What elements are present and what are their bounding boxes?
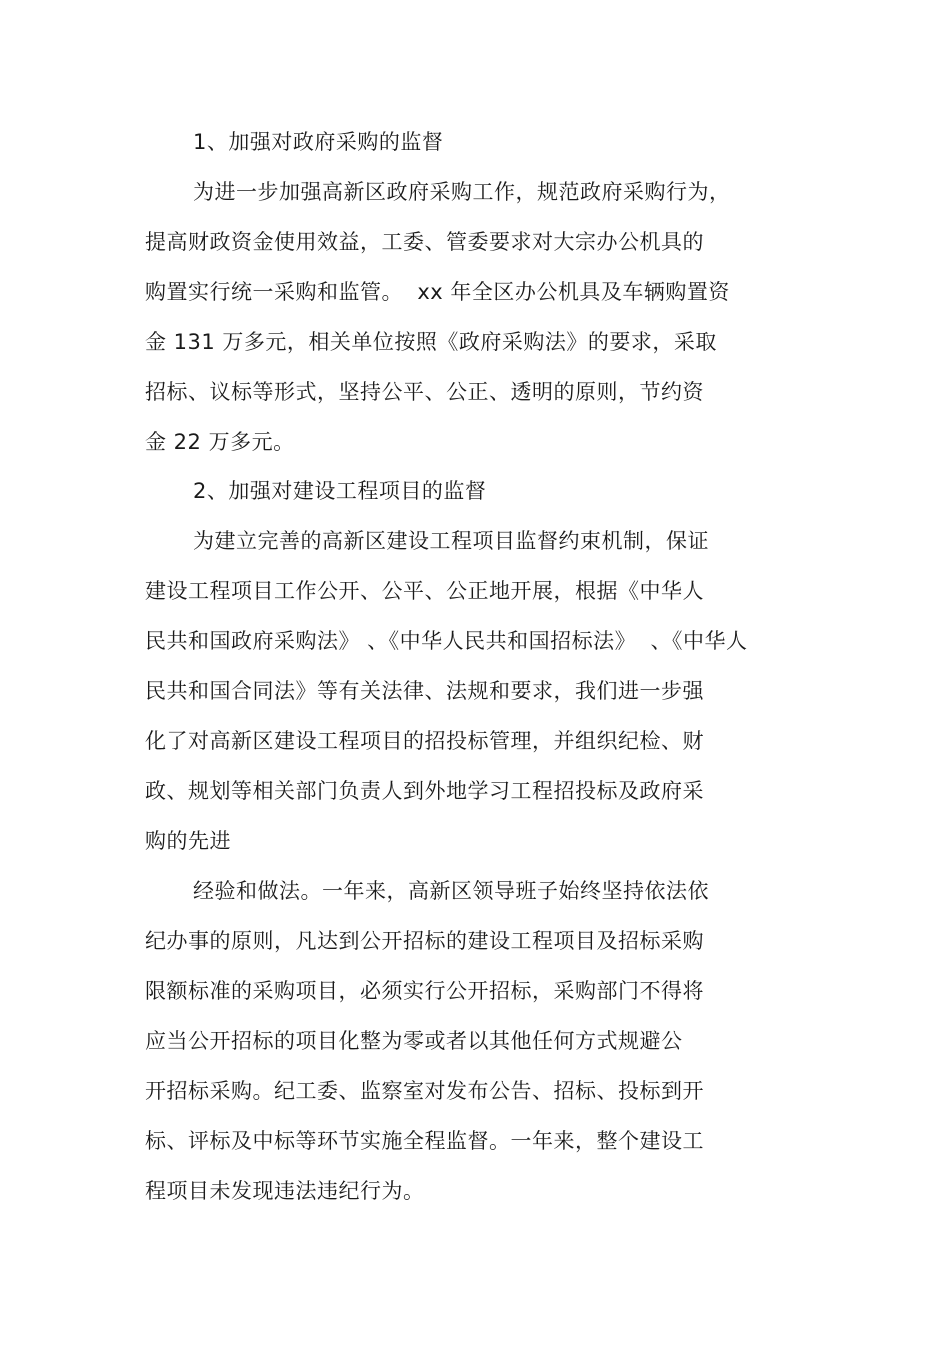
paragraph-line: 购置实行统一采购和监管。 xx 年全区办公机具及车辆购置资 <box>145 280 730 304</box>
paragraph-line: 化了对高新区建设工程项目的招投标管理，并组织纪检、财 <box>145 729 704 753</box>
paragraph-line: 标、评标及中标等环节实施全程监督。一年来，整个建设工 <box>145 1129 704 1153</box>
paragraph-line: 民共和国政府采购法》 、《中华人民共和国招标法》 、《中华人 <box>145 629 748 653</box>
paragraph-line: 限额标准的采购项目，必须实行公开招标，采购部门不得将 <box>145 979 704 1003</box>
paragraph-line: 招标、议标等形式，坚持公平、公正、透明的原则，节约资 <box>145 380 704 404</box>
paragraph-line: 纪办事的原则，凡达到公开招标的建设工程项目及招标采购 <box>145 929 704 953</box>
heading-construction-supervision: 2、加强对建设工程项目的监督 <box>193 479 487 503</box>
paragraph-line: 为进一步加强高新区政府采购工作，规范政府采购行为， <box>193 180 731 204</box>
paragraph-line: 金 131 万多元，相关单位按照《政府采购法》的要求，采取 <box>145 330 717 354</box>
paragraph-line: 购的先进 <box>145 829 231 853</box>
paragraph-line: 为建立完善的高新区建设工程项目监督约束机制，保证 <box>193 529 709 553</box>
paragraph-line: 提高财政资金使用效益，工委、管委要求对大宗办公机具的 <box>145 230 704 254</box>
paragraph-line: 应当公开招标的项目化整为零或者以其他任何方式规避公 <box>145 1029 683 1053</box>
paragraph-line: 民共和国合同法》等有关法律、法规和要求，我们进一步强 <box>145 679 704 703</box>
paragraph-line: 政、规划等相关部门负责人到外地学习工程招投标及政府采 <box>145 779 704 803</box>
paragraph-line: 程项目未发现违法违纪行为。 <box>145 1179 425 1203</box>
paragraph-line: 金 22 万多元。 <box>145 430 295 454</box>
paragraph-line: 建设工程项目工作公开、公平、公正地开展，根据《中华人 <box>145 579 704 603</box>
paragraph-line: 经验和做法。一年来，高新区领导班子始终坚持依法依 <box>193 879 709 903</box>
paragraph-line: 开招标采购。纪工委、监察室对发布公告、招标、投标到开 <box>145 1079 704 1103</box>
heading-procurement-supervision: 1、加强对政府采购的监督 <box>193 130 444 154</box>
